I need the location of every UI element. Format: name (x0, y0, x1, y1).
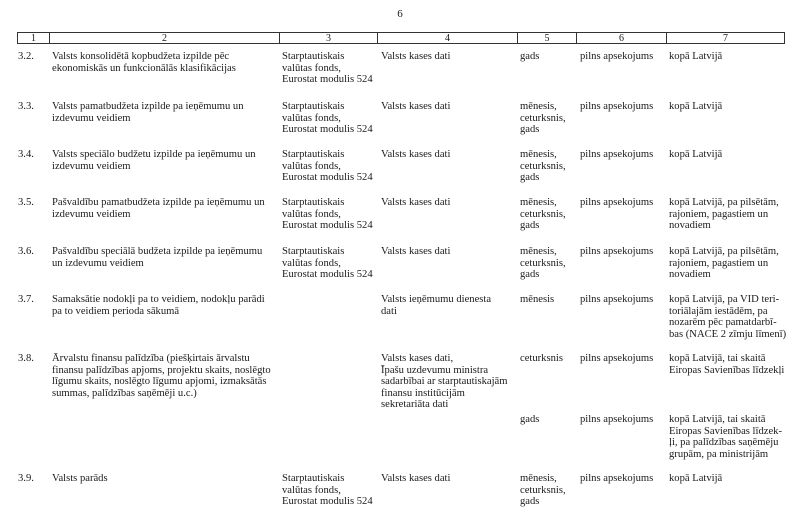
row-title: Samaksātie nodokļi pa to veidiem, nodokļu parādi pa to veidiem perioda sākumā (52, 294, 265, 317)
row-periodicity: gads (520, 51, 540, 62)
header-col-7: 7 (666, 32, 785, 44)
row-source: Valsts kases dati (381, 51, 451, 62)
row-coverage: pilns apsekojums (580, 294, 654, 305)
row-title: Valsts pamatbudžeta izpilde pa ieņēmumu un izdevumu veidiem (52, 101, 244, 124)
row-title: Valsts konsolidētā kopbudžeta izpilde pēc ekonomiskās un funkcionālās klasifikācijas (52, 51, 236, 74)
row-periodicity: mēnesis, ceturksnis, gads (520, 101, 566, 136)
header-col-1: 1 (17, 32, 49, 44)
row-title: Ārvalstu finansu palīdzība (piešķirtais ārvalstu finansu palīdzības apjoms, projektu skaits, noslēgto līgumu skaits, noslēgto līgumu apjomi, izmaksātās summas, palīdzības saņēmēji u.c.) (52, 353, 271, 399)
row-methodology: Starptautiskais valūtas fonds, Eurostat modulis 524 (282, 197, 373, 232)
row-source: Valsts kases dati, Īpašu uzdevumu ministra sadarbībai ar starptautiskajām finansu institūcijām sekretariāta dati (381, 353, 508, 411)
row-coverage: pilns apsekojums (580, 414, 654, 425)
row-periodicity: mēnesis, ceturksnis, gads (520, 197, 566, 232)
row-source: Valsts kases dati (381, 473, 451, 484)
row-source: Valsts kases dati (381, 101, 451, 112)
row-breakdown: kopā Latvijā, tai skaitā Eiropas Savienības līdzekļi (669, 353, 785, 376)
header-col-3: 3 (279, 32, 377, 44)
row-coverage: pilns apsekojums (580, 51, 654, 62)
header-col-2: 2 (49, 32, 279, 44)
row-coverage: pilns apsekojums (580, 473, 654, 484)
row-source: Valsts kases dati (381, 149, 451, 160)
row-periodicity: ceturksnis (520, 353, 563, 364)
header-col-6: 6 (576, 32, 666, 44)
row-number: 3.8. (18, 353, 34, 364)
row-number: 3.7. (18, 294, 34, 305)
row-coverage: pilns apsekojums (580, 149, 654, 160)
row-methodology: Starptautiskais valūtas fonds, Eurostat modulis 524 (282, 149, 373, 184)
row-coverage: pilns apsekojums (580, 353, 654, 364)
row-breakdown: kopā Latvijā (669, 51, 723, 62)
row-breakdown: kopā Latvijā (669, 101, 723, 112)
row-breakdown: kopā Latvijā, pa pilsētām, rajoniem, pagastiem un novadiem (669, 246, 779, 281)
row-breakdown: kopā Latvijā (669, 473, 723, 484)
row-number: 3.6. (18, 246, 34, 257)
page-number: 6 (397, 8, 403, 20)
row-breakdown: kopā Latvijā (669, 149, 723, 160)
header-col-5: 5 (517, 32, 576, 44)
row-number: 3.9. (18, 473, 34, 484)
row-breakdown: kopā Latvijā, pa VID teri- toriālajām iestādēm, pa nozarēm pēc pamatdarbī- bas (NACE 2 zīmju līmenī) (669, 294, 787, 340)
header-col-4: 4 (377, 32, 517, 44)
row-periodicity: mēnesis, ceturksnis, gads (520, 246, 566, 281)
row-number: 3.3. (18, 101, 34, 112)
row-source: Valsts ieņēmumu dienesta dati (381, 294, 492, 317)
row-coverage: pilns apsekojums (580, 101, 654, 112)
row-title: Valsts parāds (52, 473, 108, 484)
row-breakdown: kopā Latvijā, pa pilsētām, rajoniem, pagastiem un novadiem (669, 197, 779, 232)
row-source: Valsts kases dati (381, 246, 451, 257)
row-source: Valsts kases dati (381, 197, 451, 208)
row-methodology: Starptautiskais valūtas fonds, Eurostat modulis 524 (282, 51, 373, 86)
row-title: Pašvaldību pamatbudžeta izpilde pa ieņēmumu un izdevumu veidiem (52, 197, 265, 220)
row-number: 3.4. (18, 149, 34, 160)
row-methodology: Starptautiskais valūtas fonds, Eurostat modulis 524 (282, 101, 373, 136)
row-methodology: Starptautiskais valūtas fonds, Eurostat modulis 524 (282, 473, 373, 508)
row-breakdown: kopā Latvijā, tai skaitā Eiropas Savienības līdzek- ļi, pa palīdzības saņēmēju grupām, pa ministrijām (669, 414, 782, 460)
row-title: Pašvaldību speciālā budžeta izpilde pa ieņēmumu un izdevumu veidiem (52, 246, 263, 269)
row-number: 3.5. (18, 197, 34, 208)
row-title: Valsts speciālo budžetu izpilde pa ieņēmumu un izdevumu veidiem (52, 149, 256, 172)
row-coverage: pilns apsekojums (580, 246, 654, 257)
row-periodicity: mēnesis (520, 294, 555, 305)
row-periodicity: gads (520, 414, 540, 425)
row-periodicity: mēnesis, ceturksnis, gads (520, 473, 566, 508)
row-number: 3.2. (18, 51, 34, 62)
row-methodology: Starptautiskais valūtas fonds, Eurostat modulis 524 (282, 246, 373, 281)
row-coverage: pilns apsekojums (580, 197, 654, 208)
row-periodicity: mēnesis, ceturksnis, gads (520, 149, 566, 184)
